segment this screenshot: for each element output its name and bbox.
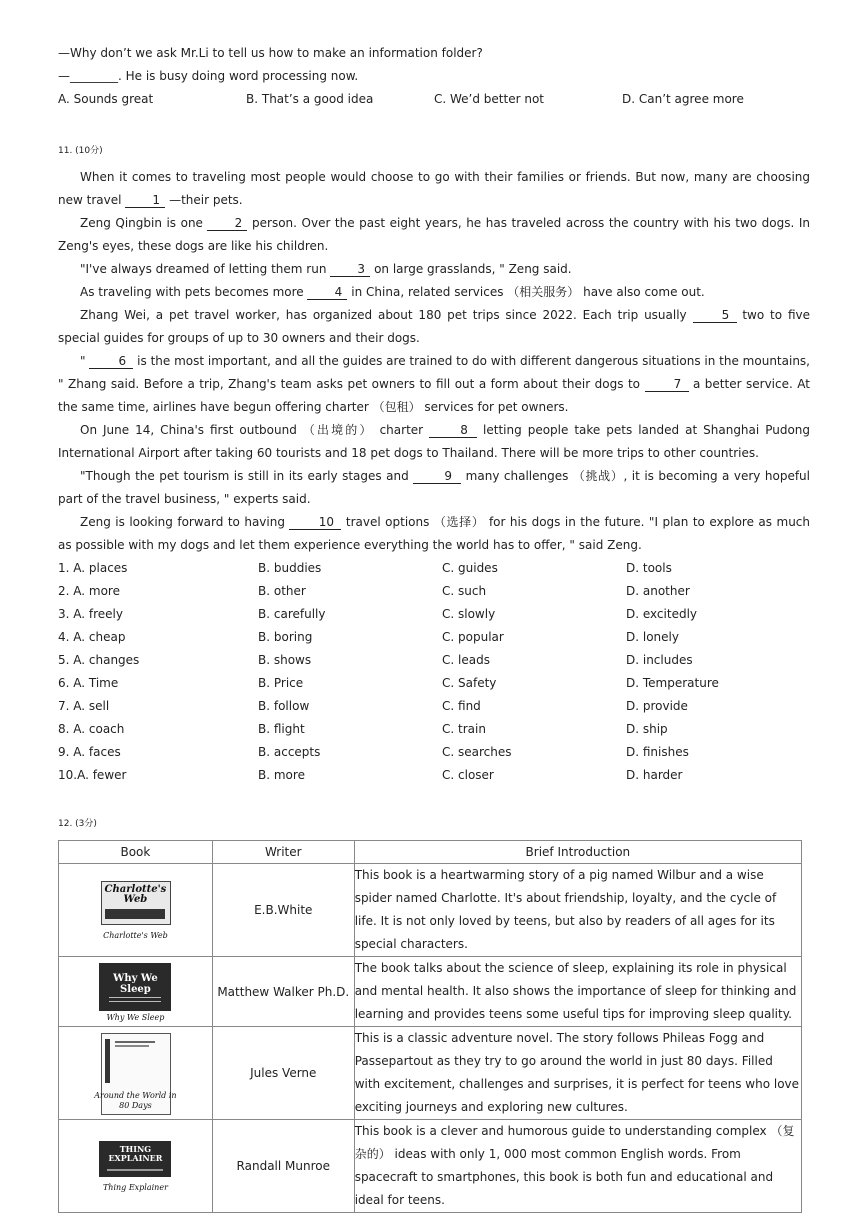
book-cover-cell — [59, 1120, 213, 1213]
book-cover-cell — [59, 864, 213, 957]
option-c[interactable]: C. such — [442, 584, 487, 598]
writer-cell: E.B.White — [212, 864, 354, 957]
intro-cell: This book is a heartwarming story of a pig named Wilbur and a wise spider named Charlotte. It's about friendship, loyalty, and the cycle of life. It is not only loved by teens, but also by readers of all ages for its special characters. — [354, 864, 801, 957]
intro-cell: This is a classic adventure novel. The story follows Phileas Fogg and Passepartout as they try to go around the world in just 80 days. Filled with excitement, challenges and surprises, it is perfect for teens who love exciting journeys and exploring new cultures. — [354, 1027, 801, 1120]
option-d[interactable]: D. harder — [626, 768, 683, 782]
q10-answer-line: —________. He is busy doing word processing now. — [58, 69, 359, 83]
blank-8: 8 — [429, 423, 477, 438]
table-row — [59, 864, 802, 957]
q12-header: 12. (3分) — [58, 819, 97, 829]
option-a[interactable]: 2. A. more — [58, 584, 120, 598]
passage-paragraph: "I've always dreamed of letting them run 3 on large grasslands, " Zeng said. — [80, 262, 572, 276]
q10-option-d[interactable]: D. Can’t agree more — [622, 92, 744, 106]
table-row — [59, 1120, 802, 1213]
option-d[interactable]: D. excitedly — [626, 607, 698, 621]
option-d[interactable]: D. Temperature — [626, 676, 719, 690]
blank-7: 7 — [645, 377, 689, 392]
q10-question-line: —Why don’t we ask Mr.Li to tell us how to make an information folder? — [58, 46, 483, 60]
book-cover-cell — [59, 957, 213, 1027]
option-d[interactable]: D. provide — [626, 699, 688, 713]
table-header-row — [59, 841, 802, 864]
option-b[interactable]: B. follow — [258, 699, 310, 713]
option-row — [58, 603, 810, 626]
blank-6: 6 — [89, 354, 133, 369]
option-d[interactable]: D. finishes — [626, 745, 689, 759]
passage-paragraph: Zhang Wei, a pet travel worker, has organized about 180 pet trips since 2022. Each trip usually 5 two to five special guides for groups of up to 30 owners and their dogs. — [58, 308, 810, 345]
blank-4: 4 — [307, 285, 347, 300]
intro-cell: This book is a clever and humorous guide to understanding complex （复杂的） ideas with only 1, 000 most common English words. From spacecraft to smartphones, this book is both fun and educational and ideal for teens. — [354, 1120, 801, 1213]
option-row — [58, 580, 810, 603]
option-b[interactable]: B. boring — [258, 630, 313, 644]
blank-2: 2 — [207, 216, 247, 231]
book-cover-image: Why We Sleep Why We Sleep — [93, 961, 177, 1023]
option-a[interactable]: 6. A. Time — [58, 676, 119, 690]
option-b[interactable]: B. more — [258, 768, 305, 782]
cover-caption: Around the World in 80 Days — [94, 1091, 177, 1110]
q10-option-c[interactable]: C. We’d better not — [434, 92, 544, 106]
option-a[interactable]: 1. A. places — [58, 561, 128, 575]
option-b[interactable]: B. buddies — [258, 561, 322, 575]
cover-caption: Why We Sleep — [106, 1012, 165, 1022]
table-row — [59, 957, 802, 1027]
blank-5: 5 — [693, 308, 737, 323]
writer-cell: Matthew Walker Ph.D. — [212, 957, 354, 1027]
option-row — [58, 695, 810, 718]
option-c[interactable]: C. find — [442, 699, 481, 713]
option-c[interactable]: C. slowly — [442, 607, 496, 621]
q11-header: 11. (10分) — [58, 146, 103, 156]
option-b[interactable]: B. Price — [258, 676, 304, 690]
option-b[interactable]: B. carefully — [258, 607, 326, 621]
option-a[interactable]: 10.A. fewer — [58, 768, 127, 782]
option-d[interactable]: D. includes — [626, 653, 693, 667]
passage-paragraph: As traveling with pets becomes more 4 in China, related services （相关服务） have also come out. — [80, 285, 705, 299]
option-row — [58, 557, 810, 580]
blank-3: 3 — [330, 262, 370, 277]
option-b[interactable]: B. shows — [258, 653, 312, 667]
option-c[interactable]: C. guides — [442, 561, 498, 575]
option-c[interactable]: C. popular — [442, 630, 504, 644]
book-cover-cell — [59, 1027, 213, 1120]
blank-1: 1 — [125, 193, 165, 208]
option-row — [58, 672, 810, 695]
option-b[interactable]: B. accepts — [258, 745, 321, 759]
column-header-writer: Writer — [212, 841, 354, 864]
passage-paragraph: " 6 is the most important, and all the guides are trained to do with different dangerous situations in the mountains, " Zhang said. Before a trip, Zhang's team asks pet owners to fill out a form about their dogs to 7 a better service. At the same time, airlines have begun offering charter （包租） services for pet owners. — [58, 354, 810, 414]
book-cover-image: THING EXPLAINER Thing Explainer — [93, 1137, 177, 1195]
option-row — [58, 626, 810, 649]
option-d[interactable]: D. tools — [626, 561, 672, 575]
books-table — [58, 840, 802, 1213]
q11-passage — [58, 166, 810, 557]
passage-paragraph: Zeng Qingbin is one 2 person. Over the past eight years, he has traveled across the country with his two dogs. In Zeng's eyes, these dogs are like his children. — [58, 216, 810, 253]
blank-9: 9 — [413, 469, 461, 484]
option-c[interactable]: C. leads — [442, 653, 490, 667]
cover-caption: Charlotte's Web — [103, 931, 168, 940]
option-d[interactable]: D. ship — [626, 722, 668, 736]
intro-cell: The book talks about the science of sleep, explaining its role in physical and mental health. It also shows the importance of sleep for thinking and learning and provides teens some useful tips for improving sleep quality. — [354, 957, 801, 1027]
option-row — [58, 718, 810, 741]
passage-paragraph: Zeng is looking forward to having 10 travel options （选择） for his dogs in the future. "I plan to explore as much as possible with my dogs and let them experience everything the world has to offer, " said Zeng. — [58, 515, 811, 552]
writer-cell: Jules Verne — [212, 1027, 354, 1120]
option-a[interactable]: 5. A. changes — [58, 653, 140, 667]
book-cover-image — [93, 1031, 177, 1115]
q10-option-b[interactable]: B. That’s a good idea — [246, 92, 374, 106]
option-a[interactable]: 7. A. sell — [58, 699, 110, 713]
option-c[interactable]: C. searches — [442, 745, 512, 759]
cover-caption: Thing Explainer — [102, 1183, 168, 1192]
option-a[interactable]: 4. A. cheap — [58, 630, 126, 644]
option-a[interactable]: 3. A. freely — [58, 607, 123, 621]
option-c[interactable]: C. train — [442, 722, 486, 736]
option-d[interactable]: D. lonely — [626, 630, 679, 644]
option-row — [58, 764, 810, 787]
option-b[interactable]: B. flight — [258, 722, 305, 736]
blank-10: 10 — [289, 515, 341, 530]
option-row — [58, 741, 810, 764]
option-c[interactable]: C. closer — [442, 768, 494, 782]
option-a[interactable]: 8. A. coach — [58, 722, 125, 736]
column-header-book: Book — [59, 841, 213, 864]
table-row — [59, 1027, 802, 1120]
option-b[interactable]: B. other — [258, 584, 306, 598]
passage-paragraph: "Though the pet tourism is still in its early stages and 9 many challenges （挑战）, it is becoming a very hopeful part of the travel business, " experts said. — [58, 469, 810, 506]
option-a[interactable]: 9. A. faces — [58, 745, 121, 759]
option-row — [58, 649, 810, 672]
q10-option-a[interactable]: A. Sounds great — [58, 92, 154, 106]
writer-cell: Randall Munroe — [212, 1120, 354, 1213]
option-d[interactable]: D. another — [626, 584, 690, 598]
book-cover-image: Charlotte's Web Charlotte's Web — [93, 879, 177, 941]
passage-paragraph: On June 14, China's first outbound （出境的） charter 8 letting people take pets landed at Shanghai Pudong International Airport after taking 60 tourists and 18 pet dogs to Thailand. There will be more trips to other countries. — [58, 423, 811, 460]
option-c[interactable]: C. Safety — [442, 676, 497, 690]
passage-paragraph: When it comes to traveling most people would choose to go with their families or friends. But now, many are choosing new travel 1 —their pets. — [58, 170, 810, 207]
column-header-intro: Brief Introduction — [354, 841, 801, 864]
